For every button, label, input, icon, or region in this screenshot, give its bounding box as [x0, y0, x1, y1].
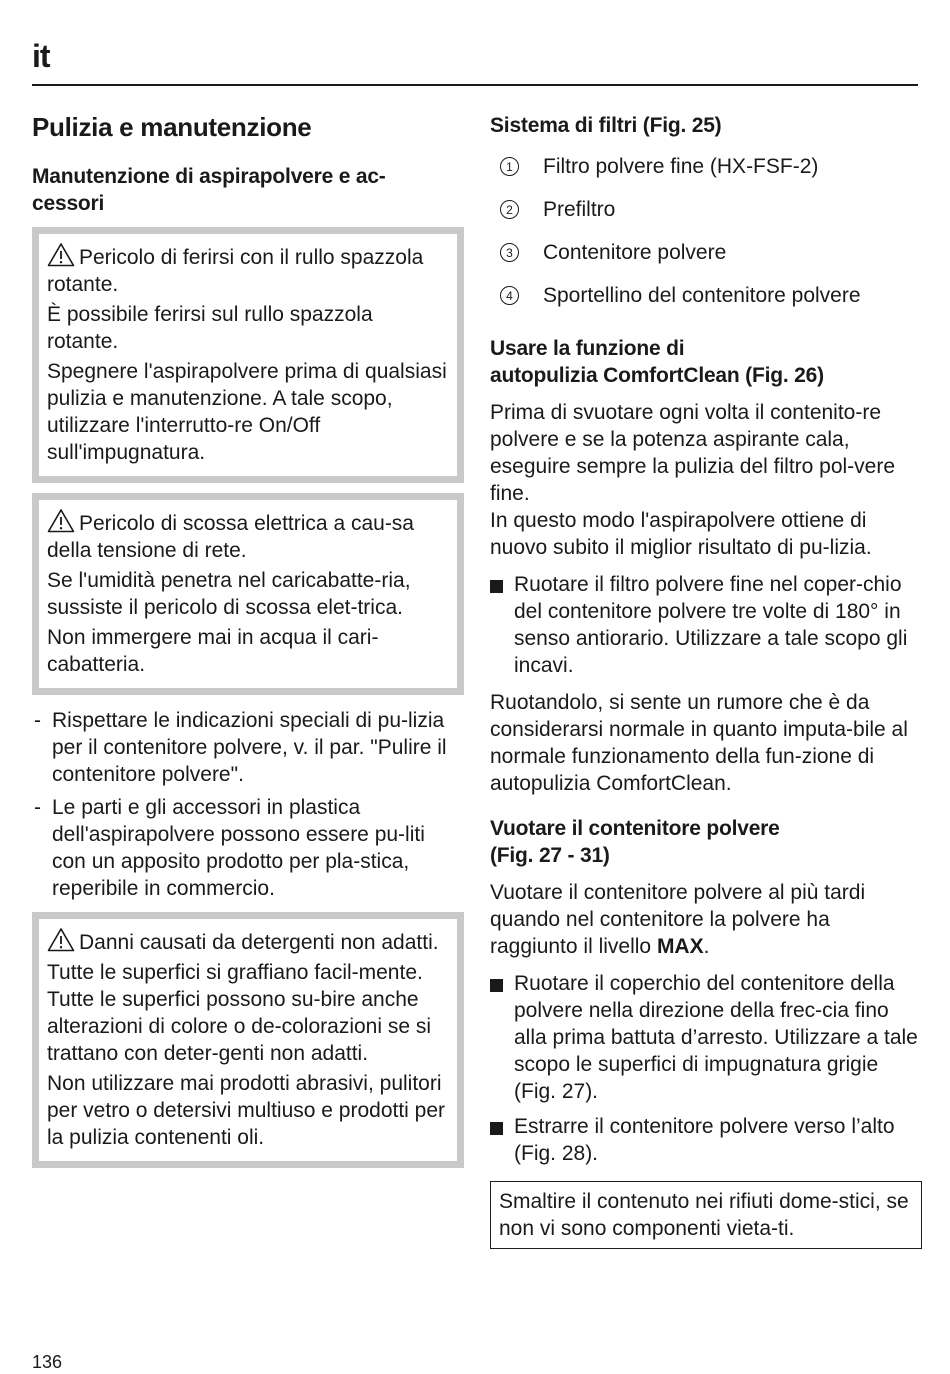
list-item — [490, 282, 922, 309]
left-column — [32, 108, 464, 1178]
list-item: Ruotare il coperchio del contenitore della polvere nella direzione della frec-cia fino alla prima battuta d’arresto. Utilizzare a tale scopo le superfici di impugnatura grigie (Fig. 27). — [490, 970, 922, 1105]
warning-lead: Pericolo di ferirsi con il rullo spazzola rotante. — [47, 242, 449, 298]
list-item — [490, 239, 922, 266]
number-badge: 3 — [500, 243, 519, 262]
section-title: Pulizia e manutenzione — [32, 112, 312, 142]
comfortclean-paragraph: In questo modo l'aspirapolvere ottiene di nuovo subito il miglior risultato di pu-lizia. — [490, 509, 872, 559]
warning-text: Se l'umidità penetra nel caricabatte-ria, sussiste il pericolo di scossa elet-trica. — [47, 569, 411, 619]
list-item: - Le parti e gli accessori in plastica dell'aspirapolvere possono essere pu-liti con un apposito prodotto per pla-stica, reperibile in commercio. — [32, 794, 464, 902]
filter-system-title: Sistema di filtri (Fig. 25) — [490, 114, 722, 137]
empty-container-steps — [490, 970, 922, 1167]
warning-text: Non utilizzare mai prodotti abrasivi, pulitori per vetro o detersivi multiuso e prodotti per la pulizia contenenti oli. — [47, 1072, 446, 1149]
number-badge: 2 — [500, 200, 519, 219]
list-item: Ruotare il filtro polvere fine nel coper-chio del contenitore polvere tre volte di 180° in senso antiorario. Utilizzare a tale scopo gli incavi. — [490, 571, 922, 679]
list-item: - Rispettare le indicazioni speciali di pu-lizia per il contenitore polvere, v. il par. "Pulire il contenitore polvere". — [32, 707, 464, 788]
cleaning-notes-list — [32, 707, 464, 902]
list-item: Estrarre il contenitore polvere verso l’alto (Fig. 28). — [490, 1113, 922, 1167]
max-level-label: MAX — [656, 935, 704, 958]
list-item-label: Contenitore polvere — [543, 241, 727, 264]
list-item — [490, 153, 922, 180]
empty-container-paragraph: Vuotare il contenitore polvere al più tardi quando nel contenitore la polvere ha raggiunto il livello MAX. — [490, 881, 866, 958]
warning-triangle-icon — [47, 508, 75, 533]
warning-text: È possibile ferirsi sul rullo spazzola rotante. — [47, 303, 373, 353]
comfortclean-title: Usare la funzione di autopulizia ComfortClean (Fig. 26) — [490, 337, 824, 387]
filter-parts-list — [490, 153, 922, 309]
warning-text: Non immergere mai in acqua il cari-cabatteria. — [47, 626, 379, 676]
warning-box-brush-roll — [32, 227, 464, 483]
right-column — [490, 108, 922, 1249]
warning-text: Tutte le superfici si graffiano facil-mente. Tutte le superfici possono su-bire anche alterazioni di colore o de-colorazioni se si trattano con deter-genti non adatti. — [47, 961, 432, 1065]
warning-box-detergents — [32, 912, 464, 1168]
warning-box-electric-shock — [32, 493, 464, 695]
warning-lead: Danni causati da detergenti non adatti. — [47, 927, 449, 956]
warning-text: Spegnere l'aspirapolvere prima di qualsiasi pulizia e manutenzione. A tale scopo, utilizzare l'interrutto-re On/Off sull'impugnatura. — [47, 360, 447, 464]
list-item — [490, 196, 922, 223]
note-box: Smaltire il contenuto nei rifiuti dome-stici, se non vi sono componenti vieta-ti. — [490, 1181, 922, 1249]
warning-triangle-icon — [47, 927, 75, 952]
page-number: 136 — [32, 1352, 63, 1372]
list-item-label: Filtro polvere fine (HX-FSF-2) — [543, 155, 819, 178]
list-item-label: Sportellino del contenitore polvere — [543, 284, 861, 307]
header-rule — [32, 84, 918, 86]
empty-container-title: Vuotare il contenitore polvere (Fig. 27 - 31) — [490, 817, 780, 867]
language-code: it — [32, 38, 50, 74]
warning-triangle-icon — [47, 242, 75, 267]
number-badge: 1 — [500, 157, 519, 176]
list-item-label: Prefiltro — [543, 198, 616, 221]
comfortclean-paragraph: Prima di svuotare ogni volta il contenito-re polvere e se la potenza aspirante cala, eseguire sempre la pulizia del filtro pol-vere fine. — [490, 401, 896, 505]
comfortclean-steps — [490, 571, 922, 679]
warning-lead: Pericolo di scossa elettrica a cau-sa della tensione di rete. — [47, 508, 449, 564]
number-badge: 4 — [500, 286, 519, 305]
comfortclean-paragraph: Ruotandolo, si sente un rumore che è da considerarsi normale in quanto imputa-bile al normale funzionamento della fun-zione di autopulizia ComfortClean. — [490, 691, 908, 795]
maintenance-subtitle: Manutenzione di aspirapolvere e ac- cessori — [32, 165, 386, 215]
